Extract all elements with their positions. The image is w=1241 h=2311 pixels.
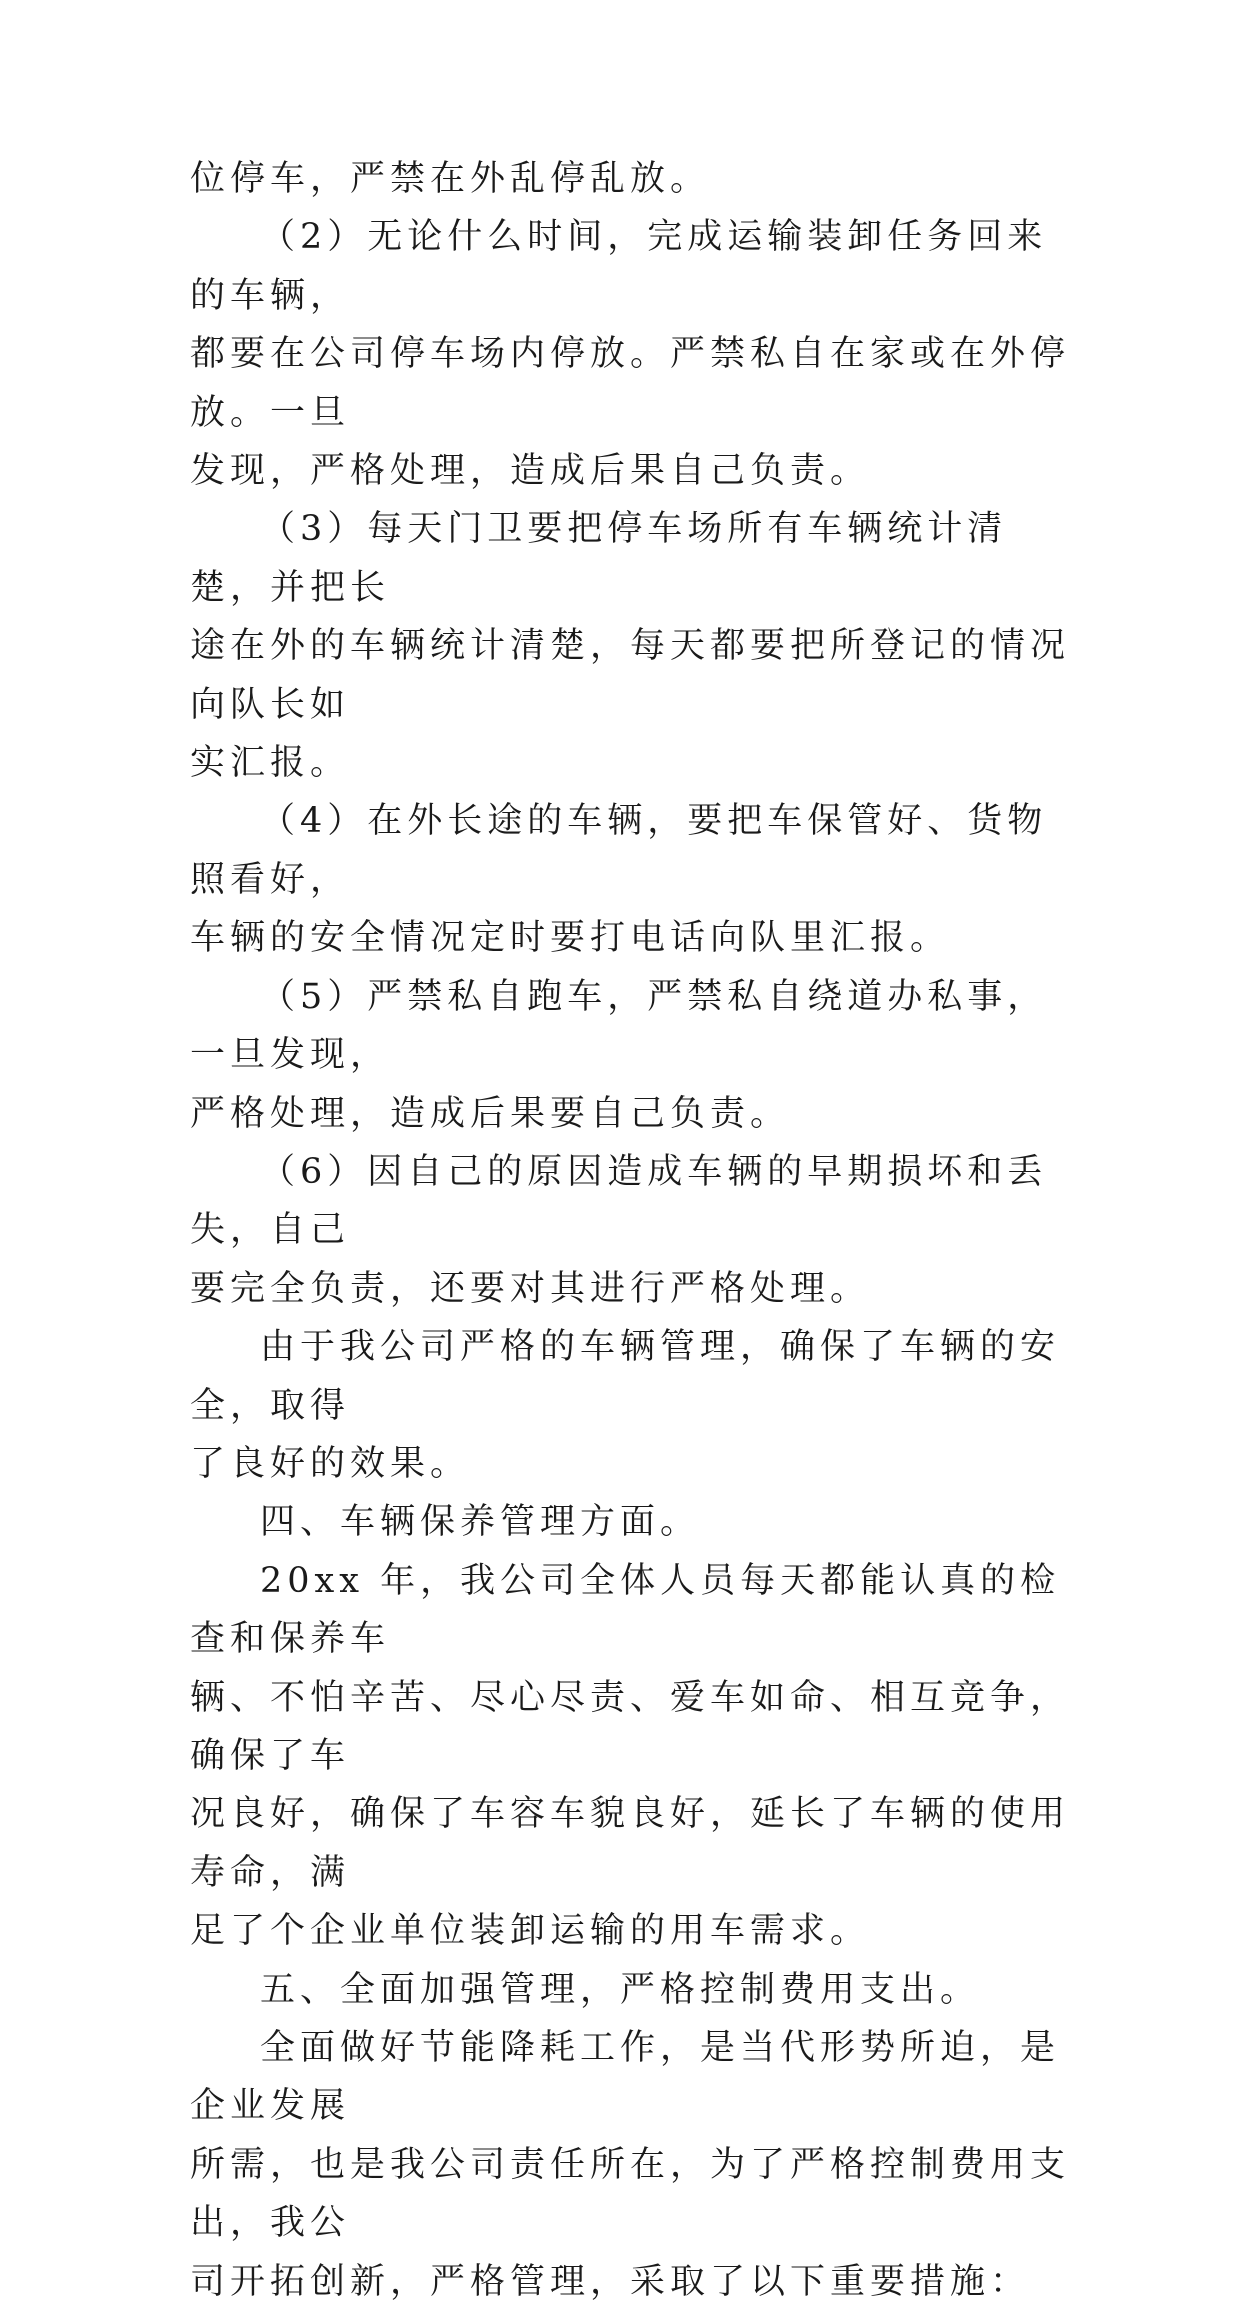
paragraph-rule-3: （3）每天门卫要把停车场所有车辆统计清楚，并把长 途在外的车辆统计清楚，每天都要把所登记的情况向队长如 实汇报。: [190, 509, 1071, 784]
paragraph-rule-4: （4）在外长途的车辆，要把车保管好、货物照看好， 车辆的安全情况定时要打电话向队里汇报。: [190, 801, 1048, 959]
section-heading-5: 五、全面加强管理，严格控制费用支出。: [260, 1969, 981, 2010]
paragraph-cost-control: 全面做好节能降耗工作，是当代形势所迫，是企业发展 所需，也是我公司责任所在，为了严格控制费用支出，我公 司开拓创新，严格管理，采取了以下重要措施：: [190, 2028, 1071, 2302]
paragraph-rule-2: （2）无论什么时间，完成运输装卸任务回来的车辆， 都要在公司停车场内停放。严禁私自在家或在外停放。一旦 发现，严格处理，造成后果自己负责。: [190, 217, 1071, 492]
section-heading-4: 四、车辆保养管理方面。: [260, 1502, 701, 1543]
paragraph-summary: 由于我公司严格的车辆管理，确保了车辆的安全，取得 了良好的效果。: [190, 1327, 1061, 1484]
paragraph-maintenance: 20xx 年，我公司全体人员每天都能认真的检查和保养车 辆、不怕辛苦、尽心尽责、爱车如命、相互竞争，确保了车 况良好，确保了车容车貌良好，延长了车辆的使用寿命，满 足了个企业单位装卸运输的用车需求。: [190, 1560, 1071, 1952]
document-body: [190, 150, 1070, 2311]
paragraph-rule-5: （5）严禁私自跑车，严禁私自绕道办私事，一旦发现， 严格处理，造成后果要自己负责。: [190, 976, 1048, 1134]
paragraph-continuation: 位停车，严禁在外乱停乱放。: [190, 159, 711, 199]
paragraph-rule-6: （6）因自己的原因造成车辆的早期损坏和丢失，自己 要完全负责，还要对其进行严格处理。: [190, 1151, 1048, 1309]
